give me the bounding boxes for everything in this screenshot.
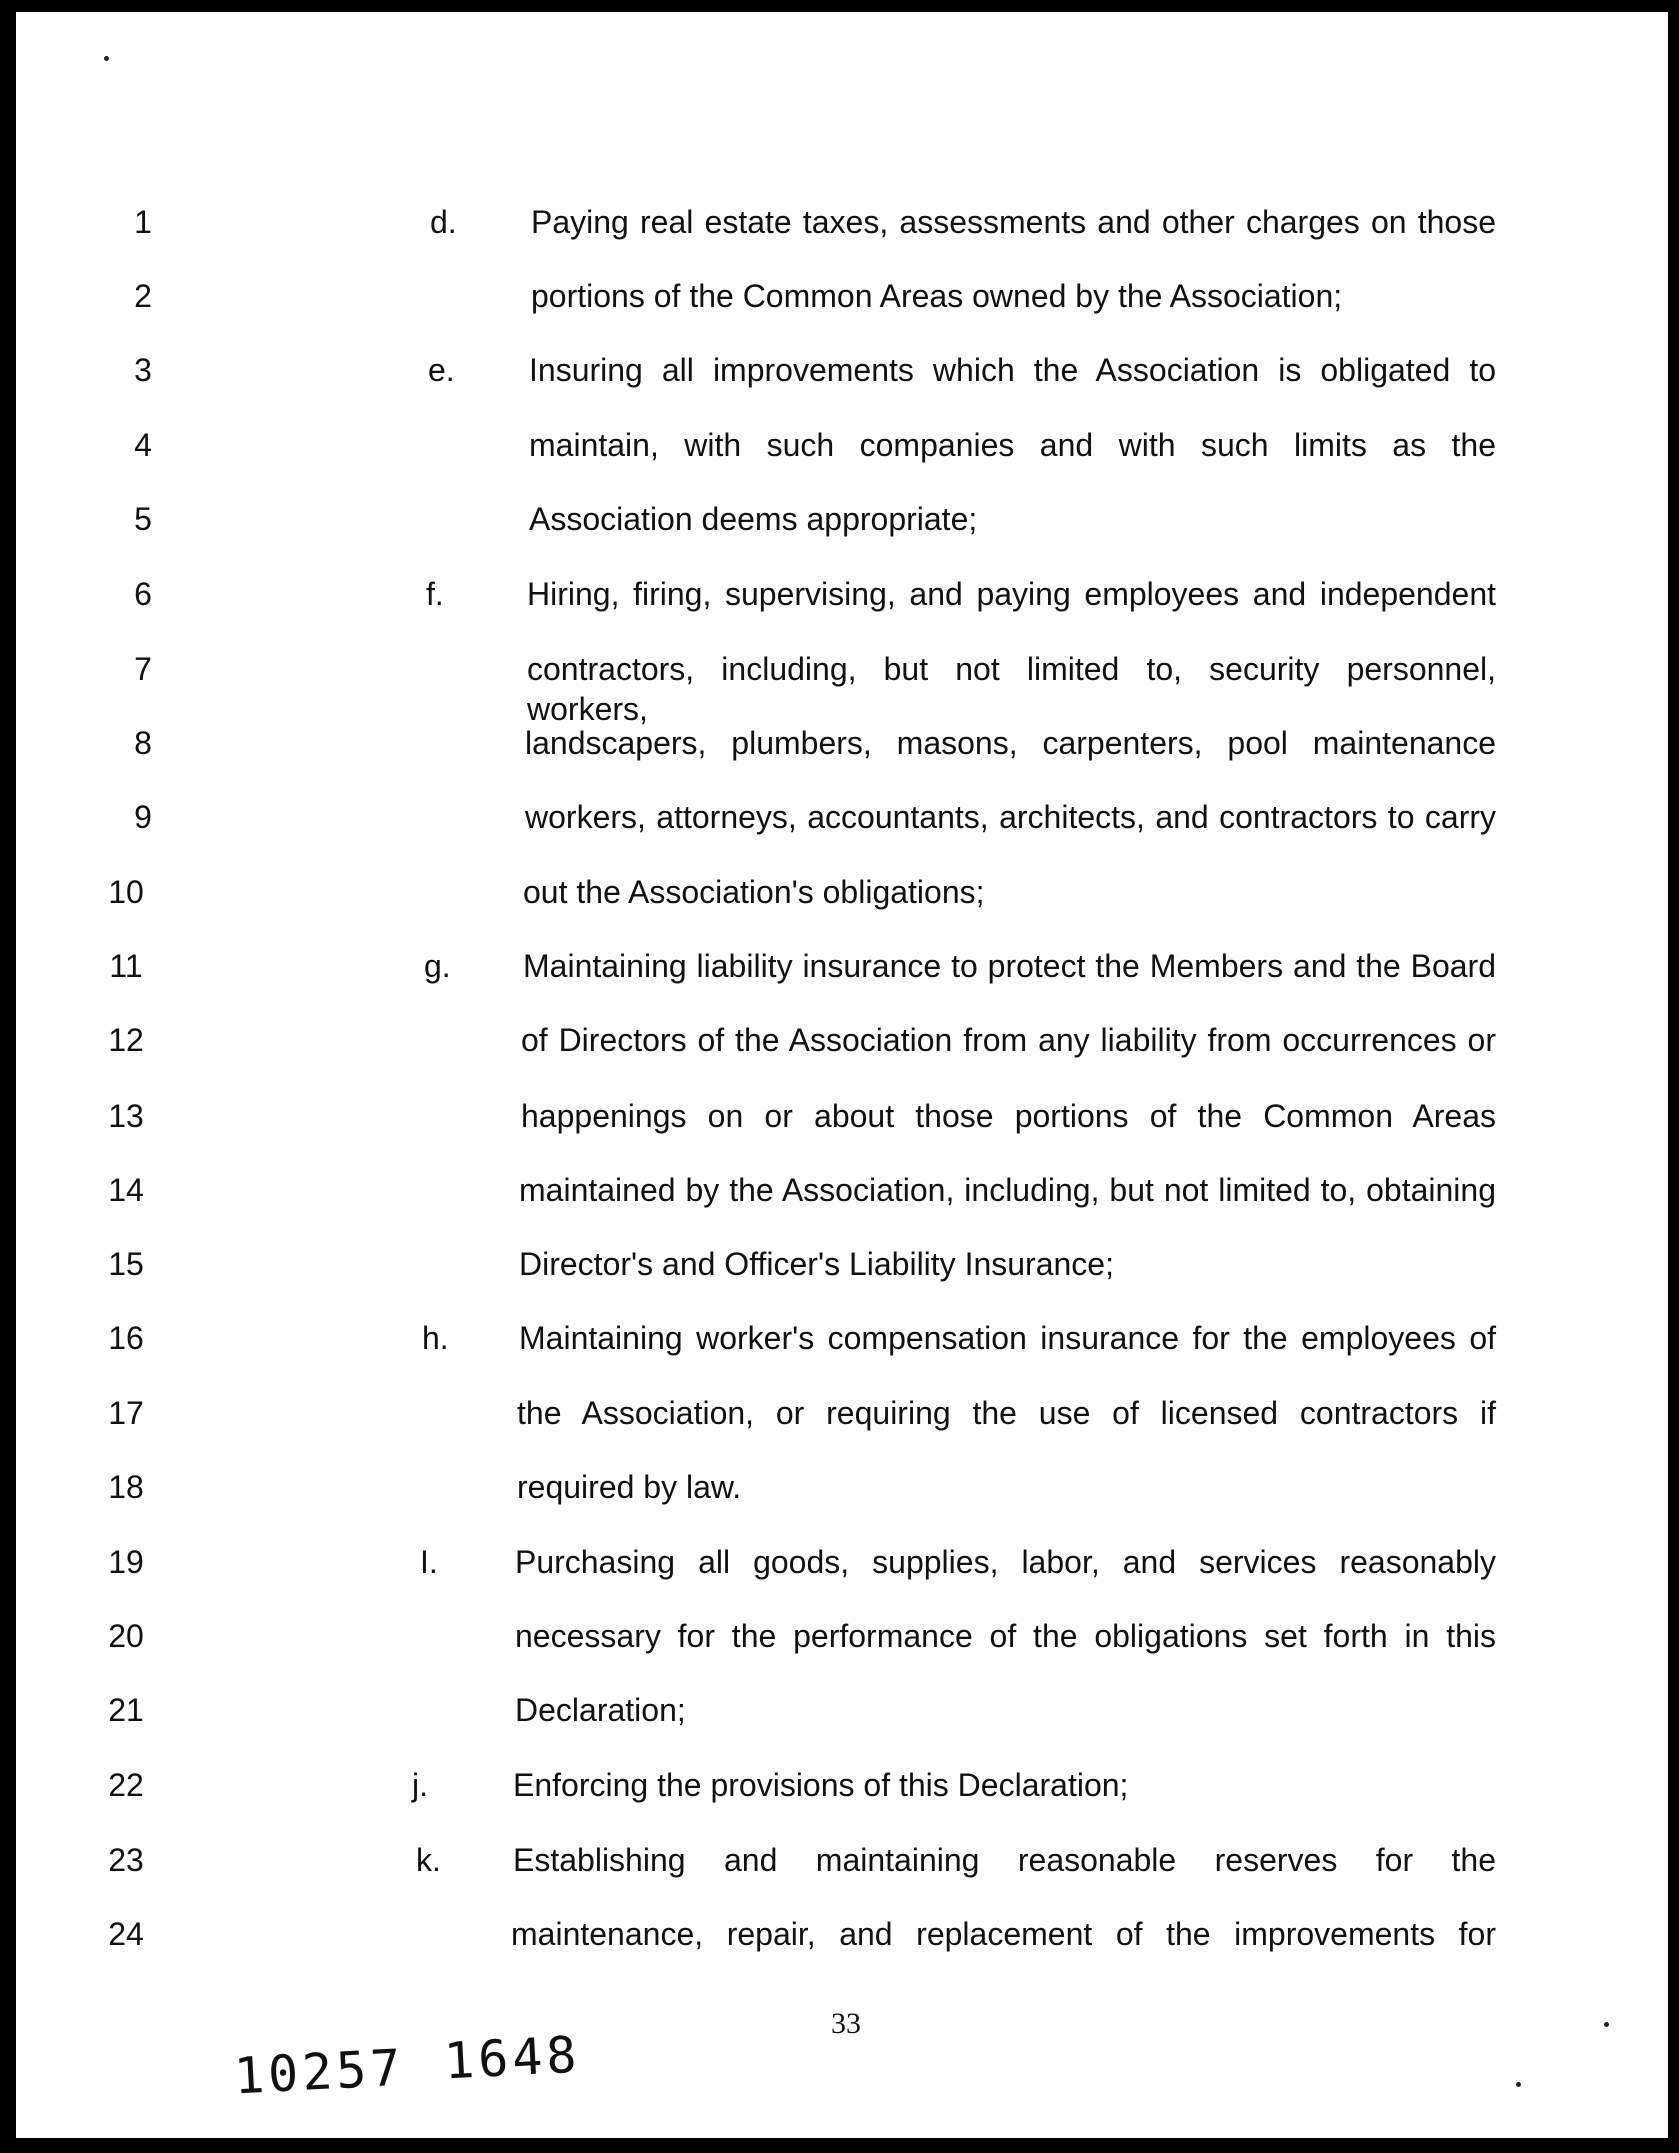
line-number: 13 xyxy=(108,1098,144,1134)
list-item-marker: f. xyxy=(426,576,444,612)
line-number: 15 xyxy=(108,1246,144,1282)
document-text-line: maintained by the Association, including, but not limited to, obtaining xyxy=(519,1172,1496,1208)
document-text-line: portions of the Common Areas owned by the Association; xyxy=(531,278,1343,314)
document-text-line: Enforcing the provisions of this Declaration; xyxy=(513,1767,1129,1803)
document-text-line: maintenance, repair, and replacement of the improvements for xyxy=(511,1916,1496,1952)
line-number: 11 xyxy=(109,948,143,984)
line-number: 9 xyxy=(134,799,152,835)
line-number: 10 xyxy=(108,874,144,910)
document-text-line: Director's and Officer's Liability Insurance; xyxy=(519,1246,1114,1282)
line-number: 6 xyxy=(134,576,152,612)
line-number: 1 xyxy=(134,204,152,240)
line-number: 7 xyxy=(134,651,152,687)
line-number: 24 xyxy=(108,1916,144,1952)
list-item-marker: g. xyxy=(424,948,451,984)
line-number: 21 xyxy=(108,1692,144,1728)
line-number: 14 xyxy=(108,1172,144,1208)
line-number: 22 xyxy=(108,1767,144,1803)
document-text-line: Hiring, firing, supervising, and paying employees and independent xyxy=(527,576,1496,612)
line-number: 18 xyxy=(108,1469,144,1505)
line-number: 19 xyxy=(108,1544,144,1580)
list-item-marker: k. xyxy=(416,1842,441,1878)
document-text-line: necessary for the performance of the obligations set forth in this xyxy=(515,1618,1496,1654)
scan-speck xyxy=(1604,2022,1609,2027)
list-item-marker: I. xyxy=(420,1544,438,1580)
line-number: 4 xyxy=(134,427,152,463)
list-item-marker: h. xyxy=(422,1320,449,1356)
document-text-line: workers, attorneys, accountants, architects, and contractors to carry xyxy=(525,799,1496,835)
line-number: 8 xyxy=(134,725,152,761)
document-text-line: required by law. xyxy=(517,1469,742,1505)
scan-speck xyxy=(1516,2082,1521,2087)
document-text-line: out the Association's obligations; xyxy=(523,874,985,910)
document-text-line: landscapers, plumbers, masons, carpenters, pool maintenance xyxy=(525,725,1496,761)
line-number: 17 xyxy=(108,1395,144,1431)
line-number: 5 xyxy=(134,501,152,537)
line-number: 16 xyxy=(108,1320,144,1356)
document-text-line: happenings on or about those portions of the Common Areas xyxy=(521,1098,1496,1134)
document-text-line: Maintaining liability insurance to protect the Members and the Board xyxy=(523,948,1496,984)
recording-book-number: 10257 xyxy=(232,2038,406,2106)
document-text-line: contractors, including, but not limited to, security personnel, workers, xyxy=(527,651,1496,727)
document-text-line: the Association, or requiring the use of licensed contractors if xyxy=(517,1395,1496,1431)
document-text-line: Establishing and maintaining reasonable reserves for the xyxy=(513,1842,1496,1878)
document-text-line: Purchasing all goods, supplies, labor, and services reasonably xyxy=(515,1544,1496,1580)
line-number: 23 xyxy=(108,1842,144,1878)
line-number: 12 xyxy=(108,1022,144,1058)
document-text-line: Insuring all improvements which the Association is obligated to xyxy=(529,352,1496,388)
document-text-line: maintain, with such companies and with such limits as the xyxy=(529,427,1496,463)
line-number: 20 xyxy=(108,1618,144,1654)
line-number: 3 xyxy=(134,352,152,388)
document-text-line: Paying real estate taxes, assessments and other charges on those xyxy=(531,204,1496,240)
document-page xyxy=(16,12,1668,2138)
document-text-line: Declaration; xyxy=(515,1692,686,1728)
document-text-line: Association deems appropriate; xyxy=(529,501,978,537)
recording-page-number: 1648 xyxy=(442,2025,582,2091)
list-item-marker: e. xyxy=(428,352,455,388)
document-text-line: of Directors of the Association from any liability from occurrences or xyxy=(521,1022,1496,1058)
scan-speck xyxy=(104,56,109,61)
page-number: 33 xyxy=(831,2007,861,2040)
document-text-line: Maintaining worker's compensation insurance for the employees of xyxy=(519,1320,1496,1356)
list-item-marker: d. xyxy=(430,204,457,240)
list-item-marker: j. xyxy=(412,1767,428,1803)
line-number: 2 xyxy=(134,278,152,314)
